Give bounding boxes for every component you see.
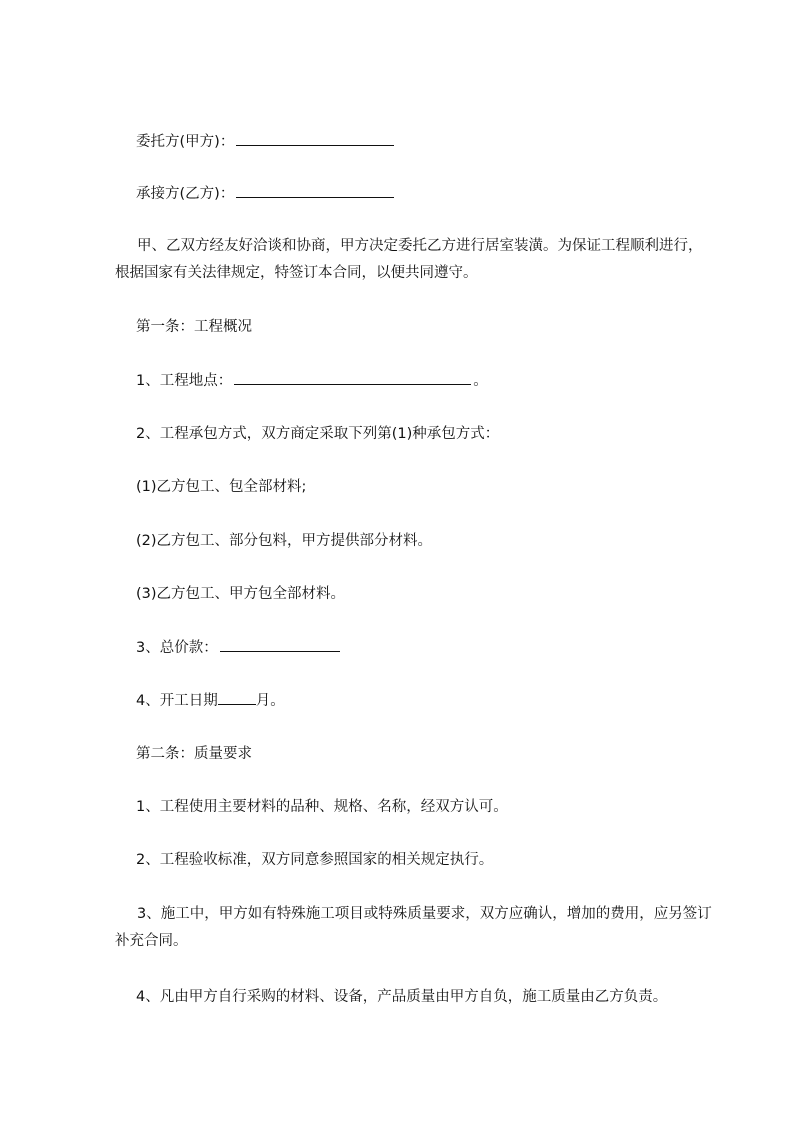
quality-item-2: 2、工程验收标准，双方同意参照国家的相关规定执行。 [136, 852, 494, 868]
location-line [136, 370, 488, 391]
option-2: (2)乙方包工、部分包料，甲方提供部分材料。 [136, 533, 433, 549]
party-b-blank [236, 183, 394, 198]
option-3: (3)乙方包工、甲方包全部材料。 [136, 586, 346, 602]
start-date-suffix: 月。 [255, 693, 285, 709]
start-date-line [136, 690, 285, 711]
location-suffix: 。 [473, 373, 488, 389]
price-line [136, 637, 342, 658]
quality-item-4: 4、凡由甲方自行采购的材料、设备，产品质量由甲方自负，施工质量由乙方负责。 [136, 989, 668, 1005]
party-b-line [136, 183, 396, 204]
start-date-prefix: 4、开工日期 [136, 693, 218, 709]
method-line: 2、工程承包方式，双方商定采取下列第(1)种承包方式： [136, 426, 500, 442]
location-label: 1、工程地点： [136, 373, 233, 389]
article1-heading: 第一条：工程概况 [136, 319, 252, 335]
option-1: (1)乙方包工、包全部材料; [136, 479, 307, 495]
article2-heading: 第二条：质量要求 [136, 746, 252, 762]
intro-paragraph: 甲、乙双方经友好洽谈和协商，甲方决定委托乙方进行居室装潢。为保证工程顺利进行，根据国家有关法律规定，特签订本合同，以便共同遵守。 [115, 238, 703, 281]
party-a-label: 委托方(甲方)： [136, 134, 235, 150]
quality-item-3: 3、施工中，甲方如有特殊施工项目或特殊质量要求，双方应确认，增加的费用，应另签订补充合同。 [115, 906, 712, 949]
party-a-blank [236, 131, 394, 146]
party-a-line [136, 131, 396, 152]
start-date-blank [218, 690, 256, 705]
price-label: 3、总价款： [136, 640, 218, 656]
price-blank [220, 637, 340, 652]
party-b-label: 承接方(乙方)： [136, 186, 235, 202]
location-blank [234, 370, 471, 385]
quality-item-1: 1、工程使用主要材料的品种、规格、名称，经双方认可。 [136, 799, 508, 815]
